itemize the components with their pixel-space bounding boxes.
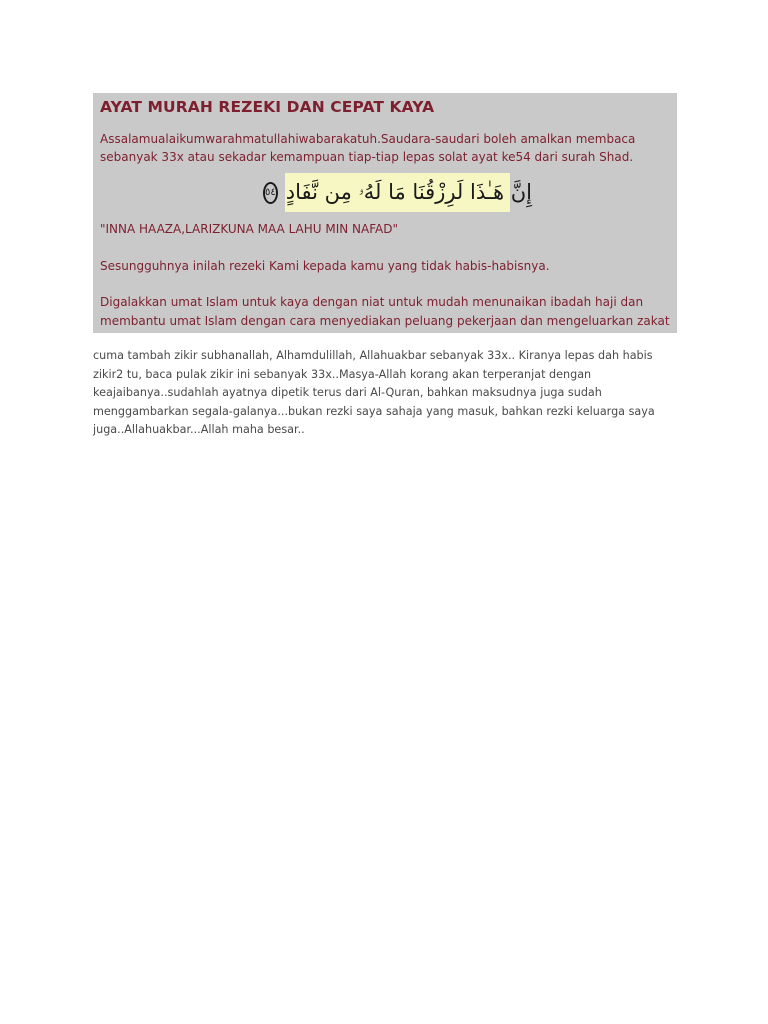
body-line: zikir2 tu, baca pulak zikir ini sebanyak 33x..Masya-Allah korang akan terperanjat dengan [93, 367, 592, 381]
intro-line: sebanyak 33x atau sekadar kemampuan tiap-tiap lepas solat ayat ke54 dari surah Shad. [100, 150, 634, 164]
verse-meaning: Sesungguhnya inilah rezeki Kami kepada kamu yang tidak habis-habisnya. [100, 259, 550, 273]
closing-line: Digalakkan umat Islam untuk kaya dengan niat untuk mudah menunaikan ibadah haji dan [100, 295, 644, 309]
body-line: keajaibanya..sudahlah ayatnya dipetik terus dari Al-Quran, bahkan maksudnya juga sudah [93, 386, 602, 399]
arabic-verse-image [264, 173, 533, 212]
body-line: juga..Allahuakbar...Allah maha besar.. [93, 423, 305, 436]
body-paragraph [93, 347, 683, 440]
closing-line: membantu umat Islam dengan cara menyediakan peluang pekerjaan dan mengeluarkan zakat [100, 314, 670, 328]
verse-panel [93, 93, 677, 333]
body-line: cuma tambah zikir subhanallah, Alhamdulillah, Allahuakbar sebanyak 33x.. Kiranya lepas dah habis [93, 349, 653, 362]
arabic-verse: إِنَّ هَـٰذَا لَرِزْقُنَا مَا لَهُۥ مِن نَّفَادٍ [285, 180, 533, 204]
closing-paragraph [100, 293, 670, 331]
intro-line: Assalamualaikumwarahmatullahiwabarakatuh.Saudara-saudari boleh amalkan membaca [100, 132, 636, 146]
body-line: menggambarkan segala-galanya...bukan rezki saya sahaja yang masuk, bahkan rezki keluarga saya [93, 404, 655, 418]
transliteration: "INNA HAAZA,LARIZKUNA MAA LAHU MIN NAFAD" [100, 222, 399, 236]
intro-paragraph [100, 130, 671, 166]
ayah-number-marker: ٥٤ [263, 182, 278, 204]
panel-title: AYAT MURAH REZEKI DAN CEPAT KAYA [100, 98, 435, 116]
